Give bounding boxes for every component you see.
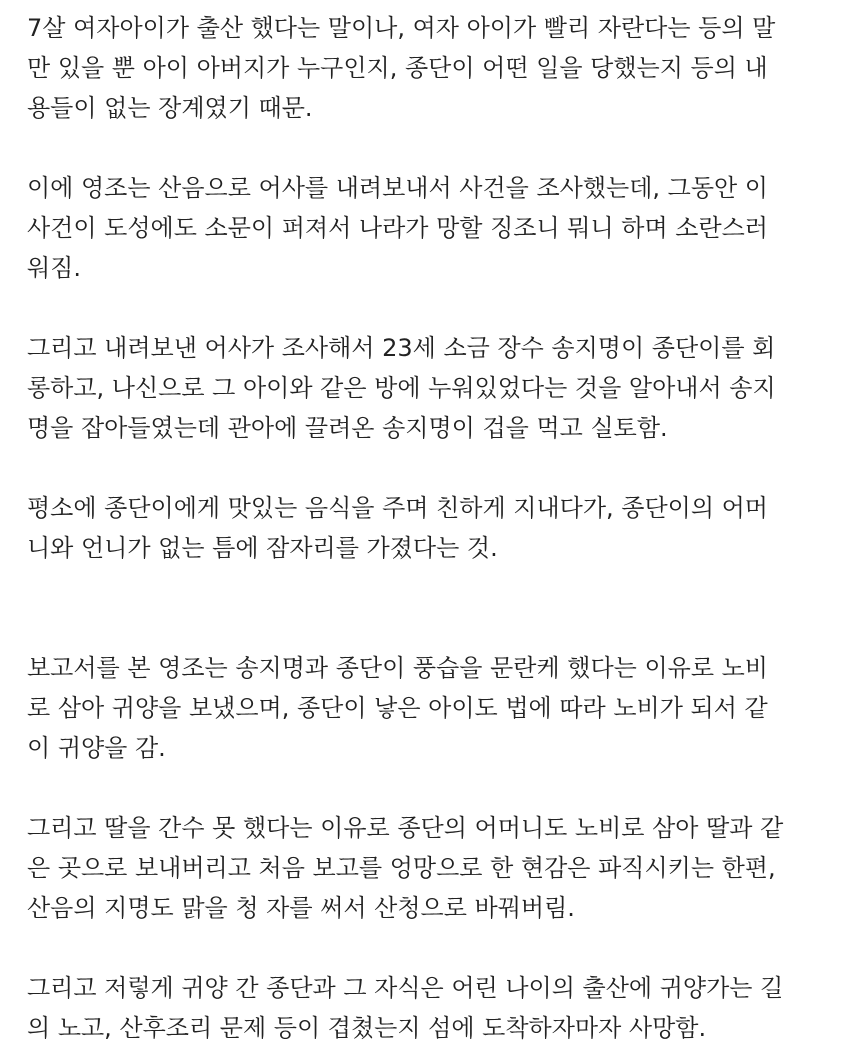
paragraph-5 <box>27 648 827 768</box>
paragraph-spacer <box>27 448 827 488</box>
text-line: 이 귀양을 감. <box>27 734 166 762</box>
text-line: 그리고 내려보낸 어사가 조사해서 23세 소금 장수 송지명이 종단이를 회 <box>27 334 776 362</box>
text-line: 명을 잡아들였는데 관아에 끌려온 송지명이 겁을 먹고 실토함. <box>27 414 668 442</box>
text-line: 평소에 종단이에게 맛있는 음식을 주며 친하게 지내다가, 종단이의 어머 <box>27 494 768 522</box>
paragraph-4 <box>27 488 827 568</box>
text-line: 로 삼아 귀양을 보냈으며, 종단이 낳은 아이도 법에 따라 노비가 되서 같 <box>27 694 768 722</box>
paragraph-3 <box>27 328 827 448</box>
text-line: 산음의 지명도 맑을 청 자를 써서 산청으로 바꿔버림. <box>27 894 575 922</box>
text-line: 이에 영조는 산음으로 어사를 내려보내서 사건을 조사했는데, 그동안 이 <box>27 174 768 202</box>
paragraph-2 <box>27 168 827 288</box>
text-line: 의 노고, 산후조리 문제 등이 겹쳤는지 섬에 도착하자마자 사망함. <box>27 1014 707 1042</box>
text-line: 7살 여자아이가 출산 했다는 말이나, 여자 아이가 빨리 자란다는 등의 말 <box>27 14 776 42</box>
text-line: 롱하고, 나신으로 그 아이와 같은 방에 누워있었다는 것을 알아내서 송지 <box>27 374 776 402</box>
text-line: 그리고 저렇게 귀양 간 종단과 그 자식은 어린 나이의 출산에 귀양가는 길 <box>27 974 784 1002</box>
paragraph-spacer <box>27 768 827 808</box>
paragraph-spacer <box>27 288 827 328</box>
article-body <box>27 0 827 1048</box>
paragraph-1 <box>27 8 827 128</box>
text-line: 용들이 없는 장계였기 때문. <box>27 94 313 122</box>
paragraph-7 <box>27 968 827 1048</box>
text-line: 사건이 도성에도 소문이 퍼져서 나라가 망할 징조니 뭐니 하며 소란스러 <box>27 214 768 242</box>
paragraph-6 <box>27 808 827 928</box>
text-line: 니와 언니가 없는 틈에 잠자리를 가졌다는 것. <box>27 534 498 562</box>
paragraph-spacer <box>27 568 827 648</box>
text-line: 만 있을 뿐 아이 아버지가 누구인지, 종단이 어떤 일을 당했는지 등의 내 <box>27 54 768 82</box>
text-line: 보고서를 본 영조는 송지명과 종단이 풍습을 문란케 했다는 이유로 노비 <box>27 654 768 682</box>
text-line: 워짐. <box>27 254 81 282</box>
text-line: 그리고 딸을 간수 못 했다는 이유로 종단의 어머니도 노비로 삼아 딸과 같 <box>27 814 784 842</box>
paragraph-spacer <box>27 928 827 968</box>
text-line: 은 곳으로 보내버리고 처음 보고를 엉망으로 한 현감은 파직시키는 한편, <box>27 854 776 882</box>
paragraph-spacer <box>27 128 827 168</box>
